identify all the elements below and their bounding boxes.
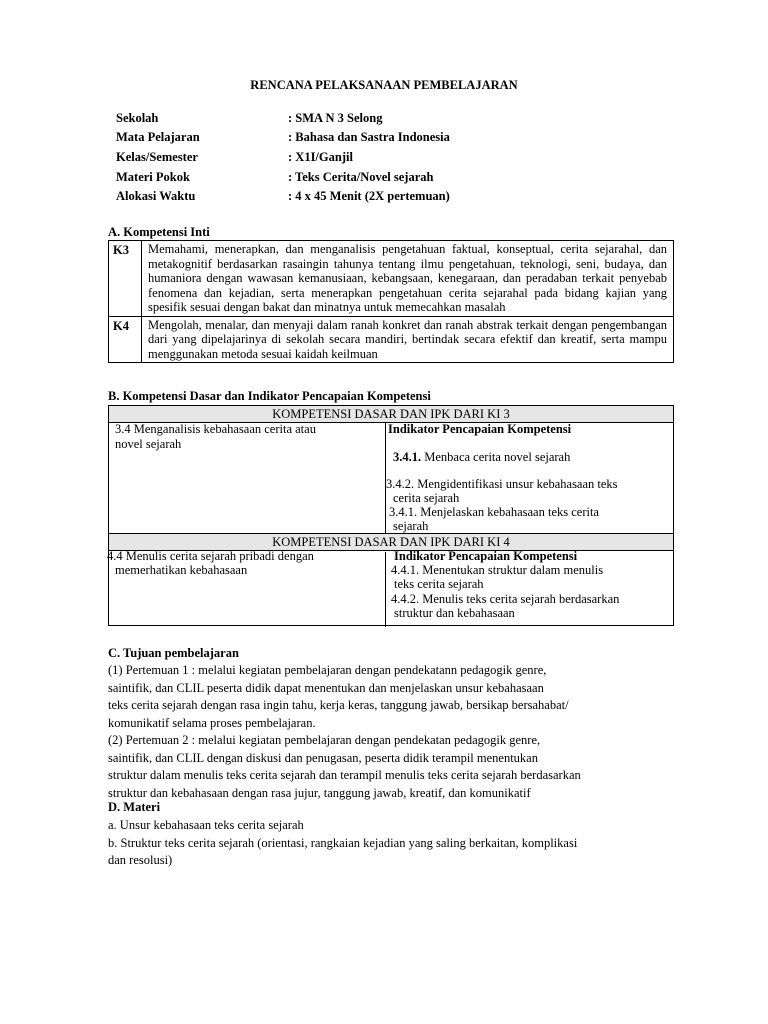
section-b-heading: B. Kompetensi Dasar dan Indikator Pencapaian Kompetensi (108, 389, 431, 403)
ki-text: Mengolah, menalar, dan menyaji dalam ranah konkret dan ranah abstrak terkait dengan pengembangan dari yang dipelajarinya di sekolah secara mandiri, bertindak secara efektif dan kreatif, serta mampu menggunakan metoda sesuai kaidah keilmuan (142, 316, 674, 363)
ipk-heading: Indikator Pencapaian Kompetensi (388, 422, 572, 436)
section-c-heading: C. Tujuan pembelajaran (108, 646, 239, 660)
identity-value: : Teks Cerita/Novel sejarah (288, 170, 434, 184)
ipk4-heading: Indikator Pencapaian Kompetensi (394, 549, 578, 563)
ipk-3-4-2-line1: 3.4.2. Mengidentifikasi unsur kebahasaan teks (386, 477, 618, 491)
ipk-3-4-1b-line2: sejarah (393, 519, 429, 533)
materi-line: dan resolusi) (108, 853, 173, 867)
tujuan-line: komunikatif selama proses pembelajaran. (108, 715, 316, 730)
kd-4-4-line2: memerhatikan kebahasaan (115, 563, 248, 577)
tujuan-line: struktur dalam menulis teks cerita sejarah dan terampil menulis teks cerita sejarah berdasarkan (108, 768, 581, 782)
identity-value: : X1I/Ganjil (288, 150, 353, 164)
column-divider (385, 552, 386, 627)
ki3-header: KOMPETENSI DASAR DAN IPK DARI KI 3 (109, 406, 673, 423)
identity-value: : SMA N 3 Selong (288, 111, 383, 125)
ipk-4-4-2-line2: struktur dan kebahasaan (394, 606, 515, 620)
kompetensi-dasar-table (108, 405, 674, 626)
ipk-3-4-1b-line1: 3.4.1. Menjelaskan kebahasaan teks cerita (389, 505, 599, 519)
tujuan-line: teks cerita sejarah dengan rasa ingin tahu, kerja keras, tanggung jawab, bersikap bersahabat/ (108, 698, 569, 712)
ipk-3-4-2-line2: cerita sejarah (393, 491, 460, 505)
identity-row-alokasi-waktu (116, 189, 450, 204)
kd-3-4-line1: 3.4 Menganalisis kebahasaan cerita atau (115, 422, 316, 436)
kd-3-4-line2: novel sejarah (115, 437, 182, 451)
identity-value: : Bahasa dan Sastra Indonesia (288, 130, 450, 144)
ki-code: K4 (109, 316, 142, 363)
kompetensi-inti-table (108, 240, 674, 363)
tujuan-line: (1) Pertemuan 1 : melalui kegiatan pembelajaran dengan pendekatann pedagogik genre, (108, 663, 547, 677)
identity-row-materi-pokok (116, 170, 434, 185)
identity-label: Alokasi Waktu (116, 189, 196, 203)
tujuan-line: (2) Pertemuan 2 : melalui kegiatan pembelajaran dengan pendekatan pedagogik genre, (108, 733, 541, 747)
kd-4-4-line1: 4.4 Menulis cerita sejarah pribadi dengan (107, 549, 314, 563)
identity-row-kelas-semester (116, 150, 353, 165)
ipk-4-4-1-line1: 4.4.1. Menentukan struktur dalam menulis (391, 563, 604, 577)
ki-code: K3 (109, 241, 142, 317)
tujuan-line: saintifik, dan CLIL dengan diskusi dan penugasan, peserta didik terampil menentukan (108, 750, 538, 765)
section-d-heading: D. Materi (108, 800, 161, 814)
materi-line: b. Struktur teks cerita sejarah (orientasi, rangkaian kejadian yang saling berkaitan, komplikasi (108, 835, 578, 850)
ipk-number: 3.4.1. (393, 450, 422, 464)
ki-text: Memahami, menerapkan, dan menganalisis pengetahuan faktual, konseptual, cerita sejarahal, dan metakognitif berdasarkan rasaingin tahunya tentang ilmu pengetahuan, teknologi, seni, budaya, dan humaniora dengan wawasan kemanusiaan, kebangsaan, kenegaraan, dan peradaban terkait penyebab fenomena dan kejadian, serta menerapkan pengetahuan cerita sejarahal pada bidang kajian yang spesifik sesuai dengan bakat dan minatnya untuk memecahkan masalah (142, 241, 674, 317)
identity-label: Mata Pelajaran (116, 130, 200, 144)
table-row (109, 241, 674, 317)
table-row (109, 316, 674, 363)
ipk-4-4-1-line2: teks cerita sejarah (394, 577, 484, 591)
identity-label: Kelas/Semester (116, 150, 198, 164)
section-a-heading: A. Kompetensi Inti (108, 225, 210, 239)
materi-line: a. Unsur kebahasaan teks cerita sejarah (108, 818, 304, 832)
ipk-text: Menbaca cerita novel sejarah (421, 450, 571, 464)
identity-row-sekolah (116, 111, 383, 126)
identity-label: Sekolah (116, 111, 159, 125)
tujuan-line: struktur dan kebahasaan dengan rasa jujur, tanggung jawab, kreatif, dan komunikatif (108, 785, 531, 800)
identity-row-mata-pelajaran (116, 130, 450, 145)
ipk-4-4-2-line1: 4.4.2. Menulis teks cerita sejarah berdasarkan (391, 592, 620, 606)
document-title: RENCANA PELAKSANAAN PEMBELAJARAN (250, 78, 518, 92)
identity-label: Materi Pokok (116, 170, 190, 184)
ki4-header: KOMPETENSI DASAR DAN IPK DARI KI 4 (109, 533, 673, 551)
materi-paragraph (108, 817, 678, 870)
identity-value: : 4 x 45 Menit (2X pertemuan) (288, 189, 450, 203)
tujuan-paragraph (108, 662, 678, 802)
ipk-3-4-1 (393, 450, 570, 465)
tujuan-line: saintifik, dan CLIL peserta didik dapat menentukan dan menjelaskan unsur kebahasaan (108, 680, 544, 695)
